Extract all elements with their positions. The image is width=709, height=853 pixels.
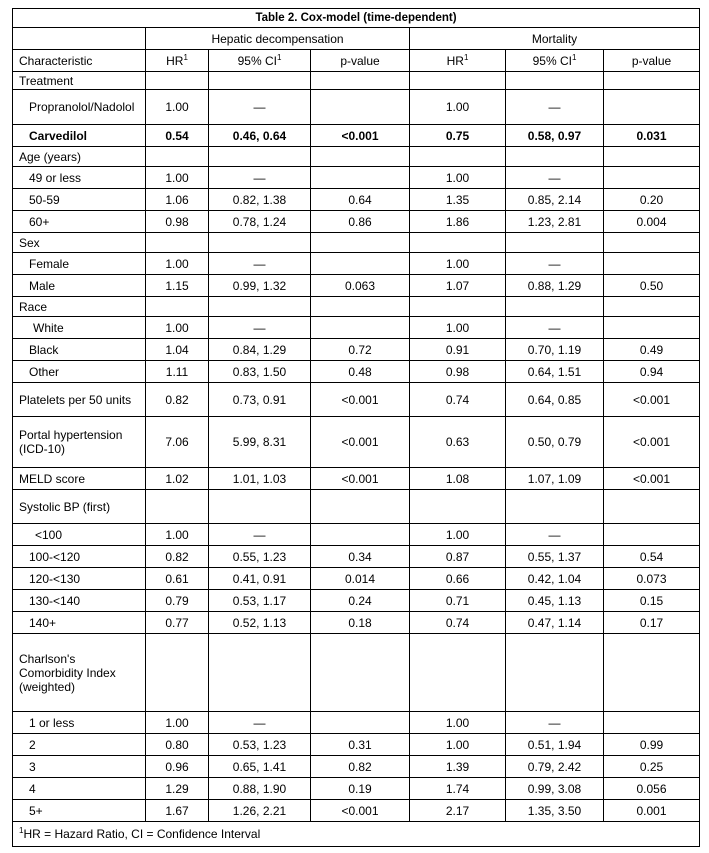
ci-hepatic-cell: 0.53, 1.17 — [209, 590, 311, 612]
cox-model-table — [12, 8, 700, 847]
p-mortality-cell: 0.056 — [604, 778, 700, 800]
header-ci-sup: 1 — [276, 52, 282, 62]
table-title: Table 2. Cox-model (time-dependent) — [13, 9, 700, 28]
ci-hepatic-cell: 0.82, 1.38 — [209, 189, 311, 211]
p-hepatic-cell: 0.48 — [311, 361, 410, 383]
hr-mortality-cell — [410, 297, 506, 317]
footnote-text: HR = Hazard Ratio, CI = Confidence Interval — [23, 827, 261, 841]
hr-mortality-cell: 0.87 — [410, 546, 506, 568]
p-hepatic-cell: <0.001 — [311, 800, 410, 822]
header-hr-sup: 1 — [183, 52, 188, 62]
ci-mortality-cell — [506, 147, 604, 167]
hr-hepatic-cell — [146, 72, 209, 90]
p-mortality-cell: 0.17 — [604, 612, 700, 634]
ci-hepatic-cell — [209, 233, 311, 253]
hr-hepatic-cell: 1.00 — [146, 90, 209, 125]
hr-hepatic-cell: 0.82 — [146, 383, 209, 417]
p-mortality-cell: 0.001 — [604, 800, 700, 822]
hr-hepatic-cell — [146, 147, 209, 167]
p-hepatic-cell — [311, 712, 410, 734]
ci-mortality-cell: — — [506, 90, 604, 125]
p-mortality-cell: <0.001 — [604, 383, 700, 417]
p-hepatic-cell: 0.86 — [311, 211, 410, 233]
ci-hepatic-cell — [209, 147, 311, 167]
ci-hepatic-cell: — — [209, 317, 311, 339]
ci-hepatic-cell: — — [209, 524, 311, 546]
p-hepatic-cell — [311, 233, 410, 253]
p-hepatic-cell: 0.063 — [311, 275, 410, 297]
table-row — [13, 778, 700, 800]
hr-hepatic-cell: 1.67 — [146, 800, 209, 822]
characteristic-cell: 140+ — [13, 612, 146, 634]
characteristic-cell: Other — [13, 361, 146, 383]
ci-hepatic-cell: 1.01, 1.03 — [209, 468, 311, 490]
hr-hepatic-cell: 1.00 — [146, 524, 209, 546]
p-hepatic-cell — [311, 147, 410, 167]
characteristic-cell: 50-59 — [13, 189, 146, 211]
p-hepatic-cell — [311, 297, 410, 317]
ci-hepatic-cell: 0.99, 1.32 — [209, 275, 311, 297]
p-mortality-cell — [604, 712, 700, 734]
characteristic-cell: Female — [13, 253, 146, 275]
hr-hepatic-cell: 0.82 — [146, 546, 209, 568]
ci-hepatic-cell: — — [209, 253, 311, 275]
hr-mortality-cell: 0.91 — [410, 339, 506, 361]
ci-hepatic-cell — [209, 297, 311, 317]
header-ci-sup: 1 — [571, 52, 577, 62]
table-row — [13, 125, 700, 147]
hr-hepatic-cell: 0.54 — [146, 125, 209, 147]
hr-hepatic-cell — [146, 233, 209, 253]
p-mortality-cell — [604, 72, 700, 90]
hr-hepatic-cell: 7.06 — [146, 417, 209, 468]
characteristic-cell: 3 — [13, 756, 146, 778]
table-row — [13, 712, 700, 734]
p-mortality-cell: 0.15 — [604, 590, 700, 612]
header-p-mortality: p-value — [604, 50, 700, 72]
ci-hepatic-cell: — — [209, 167, 311, 189]
hr-mortality-cell: 1.00 — [410, 712, 506, 734]
ci-mortality-cell: — — [506, 712, 604, 734]
ci-hepatic-cell: 0.83, 1.50 — [209, 361, 311, 383]
ci-hepatic-cell: 0.55, 1.23 — [209, 546, 311, 568]
hr-hepatic-cell: 1.00 — [146, 253, 209, 275]
ci-mortality-cell: 0.45, 1.13 — [506, 590, 604, 612]
ci-mortality-cell — [506, 72, 604, 90]
ci-mortality-cell: 0.64, 0.85 — [506, 383, 604, 417]
characteristic-cell: 2 — [13, 734, 146, 756]
characteristic-cell: 4 — [13, 778, 146, 800]
characteristic-cell: 120-<130 — [13, 568, 146, 590]
ci-hepatic-cell: 0.53, 1.23 — [209, 734, 311, 756]
characteristic-cell: Black — [13, 339, 146, 361]
characteristic-cell: Sex — [13, 233, 146, 253]
p-hepatic-cell — [311, 524, 410, 546]
group-header-mortality: Mortality — [410, 28, 700, 50]
p-mortality-cell — [604, 297, 700, 317]
table-row — [13, 568, 700, 590]
characteristic-cell: <100 — [13, 524, 146, 546]
table-row — [13, 275, 700, 297]
ci-mortality-cell: — — [506, 253, 604, 275]
ci-mortality-cell — [506, 233, 604, 253]
hr-hepatic-cell — [146, 634, 209, 712]
p-hepatic-cell: <0.001 — [311, 125, 410, 147]
hr-hepatic-cell: 0.79 — [146, 590, 209, 612]
ci-mortality-cell: 0.99, 3.08 — [506, 778, 604, 800]
p-hepatic-cell: 0.24 — [311, 590, 410, 612]
table-row — [13, 361, 700, 383]
hr-hepatic-cell: 1.00 — [146, 712, 209, 734]
characteristic-cell: Male — [13, 275, 146, 297]
p-hepatic-cell: 0.19 — [311, 778, 410, 800]
hr-hepatic-cell — [146, 490, 209, 524]
table-row — [13, 734, 700, 756]
p-hepatic-cell: <0.001 — [311, 417, 410, 468]
p-mortality-cell — [604, 317, 700, 339]
header-hr-sup: 1 — [463, 52, 469, 62]
p-mortality-cell: 0.54 — [604, 546, 700, 568]
hr-mortality-cell: 1.00 — [410, 253, 506, 275]
characteristic-cell: 130-<140 — [13, 590, 146, 612]
characteristic-cell: Propranolol/Nadolol — [13, 90, 146, 125]
p-mortality-cell: <0.001 — [604, 468, 700, 490]
p-mortality-cell: 0.50 — [604, 275, 700, 297]
ci-mortality-cell: — — [506, 167, 604, 189]
characteristic-cell: 100-<120 — [13, 546, 146, 568]
header-ci-text: 95% CI — [237, 53, 277, 68]
p-mortality-cell: 0.20 — [604, 189, 700, 211]
table-row — [13, 189, 700, 211]
characteristic-cell: 49 or less — [13, 167, 146, 189]
p-mortality-cell — [604, 90, 700, 125]
p-hepatic-cell — [311, 490, 410, 524]
hr-mortality-cell — [410, 233, 506, 253]
p-hepatic-cell — [311, 90, 410, 125]
ci-hepatic-cell — [209, 490, 311, 524]
ci-mortality-cell: — — [506, 317, 604, 339]
hr-mortality-cell: 0.71 — [410, 590, 506, 612]
ci-mortality-cell: 0.58, 0.97 — [506, 125, 604, 147]
p-hepatic-cell: 0.34 — [311, 546, 410, 568]
p-hepatic-cell — [311, 72, 410, 90]
ci-mortality-cell: 1.23, 2.81 — [506, 211, 604, 233]
ci-hepatic-cell — [209, 634, 311, 712]
p-mortality-cell — [604, 490, 700, 524]
p-mortality-cell — [604, 167, 700, 189]
characteristic-cell: Race — [13, 297, 146, 317]
p-mortality-cell — [604, 524, 700, 546]
table-row — [13, 546, 700, 568]
p-mortality-cell — [604, 147, 700, 167]
ci-hepatic-cell: 0.78, 1.24 — [209, 211, 311, 233]
hr-mortality-cell: 0.74 — [410, 612, 506, 634]
table-row — [13, 468, 700, 490]
table-row — [13, 524, 700, 546]
ci-hepatic-cell: 5.99, 8.31 — [209, 417, 311, 468]
characteristic-cell: Portal hypertension (ICD-10) — [13, 417, 146, 468]
hr-hepatic-cell: 1.04 — [146, 339, 209, 361]
hr-mortality-cell: 1.00 — [410, 167, 506, 189]
characteristic-cell: Platelets per 50 units — [13, 383, 146, 417]
hr-hepatic-cell: 1.06 — [146, 189, 209, 211]
hr-hepatic-cell — [146, 297, 209, 317]
hr-hepatic-cell: 0.80 — [146, 734, 209, 756]
hr-mortality-cell: 0.75 — [410, 125, 506, 147]
p-hepatic-cell: 0.72 — [311, 339, 410, 361]
hr-mortality-cell: 1.86 — [410, 211, 506, 233]
header-characteristic: Characteristic — [13, 50, 146, 72]
characteristic-cell: MELD score — [13, 468, 146, 490]
p-mortality-cell: <0.001 — [604, 417, 700, 468]
group-header-hepatic: Hepatic decompensation — [146, 28, 410, 50]
ci-mortality-cell: 0.64, 1.51 — [506, 361, 604, 383]
p-mortality-cell — [604, 233, 700, 253]
hr-hepatic-cell: 1.00 — [146, 167, 209, 189]
table-row — [13, 167, 700, 189]
ci-mortality-cell — [506, 634, 604, 712]
ci-mortality-cell: 0.88, 1.29 — [506, 275, 604, 297]
p-hepatic-cell: 0.64 — [311, 189, 410, 211]
hr-mortality-cell: 2.17 — [410, 800, 506, 822]
hr-hepatic-cell: 1.15 — [146, 275, 209, 297]
table-row — [13, 211, 700, 233]
header-hr-text: HR — [166, 53, 184, 68]
p-hepatic-cell — [311, 167, 410, 189]
p-mortality-cell: 0.25 — [604, 756, 700, 778]
hr-hepatic-cell: 1.11 — [146, 361, 209, 383]
hr-mortality-cell: 1.00 — [410, 734, 506, 756]
characteristic-cell: 60+ — [13, 211, 146, 233]
p-mortality-cell: 0.004 — [604, 211, 700, 233]
ci-hepatic-cell: 1.26, 2.21 — [209, 800, 311, 822]
hr-hepatic-cell: 1.29 — [146, 778, 209, 800]
hr-mortality-cell: 0.74 — [410, 383, 506, 417]
ci-mortality-cell: 1.07, 1.09 — [506, 468, 604, 490]
ci-mortality-cell: 0.42, 1.04 — [506, 568, 604, 590]
ci-hepatic-cell: 0.84, 1.29 — [209, 339, 311, 361]
characteristic-cell: Age (years) — [13, 147, 146, 167]
header-hr-mortality — [410, 50, 506, 72]
hr-mortality-cell: 1.35 — [410, 189, 506, 211]
p-hepatic-cell: 0.014 — [311, 568, 410, 590]
characteristic-cell: White — [13, 317, 146, 339]
ci-mortality-cell: 0.85, 2.14 — [506, 189, 604, 211]
section-row — [13, 490, 700, 524]
p-hepatic-cell: <0.001 — [311, 383, 410, 417]
header-ci-text: 95% CI — [532, 53, 572, 68]
header-p-hepatic: p-value — [311, 50, 410, 72]
p-mortality-cell: 0.031 — [604, 125, 700, 147]
hr-mortality-cell: 1.07 — [410, 275, 506, 297]
table-row — [13, 90, 700, 125]
hr-mortality-cell — [410, 147, 506, 167]
hr-mortality-cell: 0.98 — [410, 361, 506, 383]
ci-mortality-cell — [506, 490, 604, 524]
ci-mortality-cell: 0.47, 1.14 — [506, 612, 604, 634]
hr-hepatic-cell: 0.96 — [146, 756, 209, 778]
table-row — [13, 253, 700, 275]
p-hepatic-cell: 0.82 — [311, 756, 410, 778]
hr-hepatic-cell: 1.00 — [146, 317, 209, 339]
characteristic-cell: 1 or less — [13, 712, 146, 734]
characteristic-cell: 5+ — [13, 800, 146, 822]
characteristic-cell: Carvedilol — [13, 125, 146, 147]
header-hr-hepatic — [146, 50, 209, 72]
hr-hepatic-cell: 0.61 — [146, 568, 209, 590]
p-mortality-cell — [604, 634, 700, 712]
table-footnote — [13, 822, 700, 847]
hr-mortality-cell: 1.74 — [410, 778, 506, 800]
footnote-sup: 1 — [19, 826, 24, 835]
table-row — [13, 383, 700, 417]
section-row — [13, 634, 700, 712]
hr-mortality-cell: 0.63 — [410, 417, 506, 468]
table-row — [13, 317, 700, 339]
ci-mortality-cell: 0.50, 0.79 — [506, 417, 604, 468]
ci-hepatic-cell: — — [209, 712, 311, 734]
table-row — [13, 612, 700, 634]
p-hepatic-cell: <0.001 — [311, 468, 410, 490]
p-mortality-cell: 0.99 — [604, 734, 700, 756]
section-row — [13, 297, 700, 317]
ci-mortality-cell: 0.55, 1.37 — [506, 546, 604, 568]
section-row — [13, 147, 700, 167]
hr-mortality-cell: 1.00 — [410, 317, 506, 339]
table-row — [13, 417, 700, 468]
ci-mortality-cell: 0.79, 2.42 — [506, 756, 604, 778]
characteristic-cell: Charlson's Comorbidity Index (weighted) — [13, 634, 146, 712]
ci-hepatic-cell — [209, 72, 311, 90]
hr-mortality-cell: 1.00 — [410, 90, 506, 125]
hr-hepatic-cell: 0.98 — [146, 211, 209, 233]
ci-mortality-cell: 0.70, 1.19 — [506, 339, 604, 361]
ci-mortality-cell: — — [506, 524, 604, 546]
table-row — [13, 756, 700, 778]
hr-mortality-cell: 1.00 — [410, 524, 506, 546]
ci-mortality-cell: 0.51, 1.94 — [506, 734, 604, 756]
p-mortality-cell — [604, 253, 700, 275]
hr-mortality-cell — [410, 72, 506, 90]
header-hr-text: HR — [446, 53, 464, 68]
p-mortality-cell: 0.49 — [604, 339, 700, 361]
ci-hepatic-cell: 0.41, 0.91 — [209, 568, 311, 590]
ci-hepatic-cell: — — [209, 90, 311, 125]
header-ci-hepatic — [209, 50, 311, 72]
header-ci-mortality — [506, 50, 604, 72]
ci-hepatic-cell: 0.52, 1.13 — [209, 612, 311, 634]
table-row — [13, 590, 700, 612]
hr-mortality-cell — [410, 490, 506, 524]
ci-hepatic-cell: 0.46, 0.64 — [209, 125, 311, 147]
ci-mortality-cell — [506, 297, 604, 317]
table-row — [13, 339, 700, 361]
section-row — [13, 233, 700, 253]
hr-hepatic-cell: 1.02 — [146, 468, 209, 490]
p-hepatic-cell: 0.18 — [311, 612, 410, 634]
header-blank-cell — [13, 28, 146, 50]
hr-mortality-cell: 0.66 — [410, 568, 506, 590]
p-hepatic-cell — [311, 317, 410, 339]
ci-hepatic-cell: 0.73, 0.91 — [209, 383, 311, 417]
p-hepatic-cell — [311, 253, 410, 275]
ci-hepatic-cell: 0.65, 1.41 — [209, 756, 311, 778]
hr-mortality-cell: 1.08 — [410, 468, 506, 490]
characteristic-cell: Systolic BP (first) — [13, 490, 146, 524]
table-row — [13, 800, 700, 822]
ci-hepatic-cell: 0.88, 1.90 — [209, 778, 311, 800]
characteristic-cell: Treatment — [13, 72, 146, 90]
p-mortality-cell: 0.94 — [604, 361, 700, 383]
section-row — [13, 72, 700, 90]
hr-mortality-cell — [410, 634, 506, 712]
p-hepatic-cell — [311, 634, 410, 712]
p-hepatic-cell: 0.31 — [311, 734, 410, 756]
hr-hepatic-cell: 0.77 — [146, 612, 209, 634]
p-mortality-cell: 0.073 — [604, 568, 700, 590]
ci-mortality-cell: 1.35, 3.50 — [506, 800, 604, 822]
hr-mortality-cell: 1.39 — [410, 756, 506, 778]
